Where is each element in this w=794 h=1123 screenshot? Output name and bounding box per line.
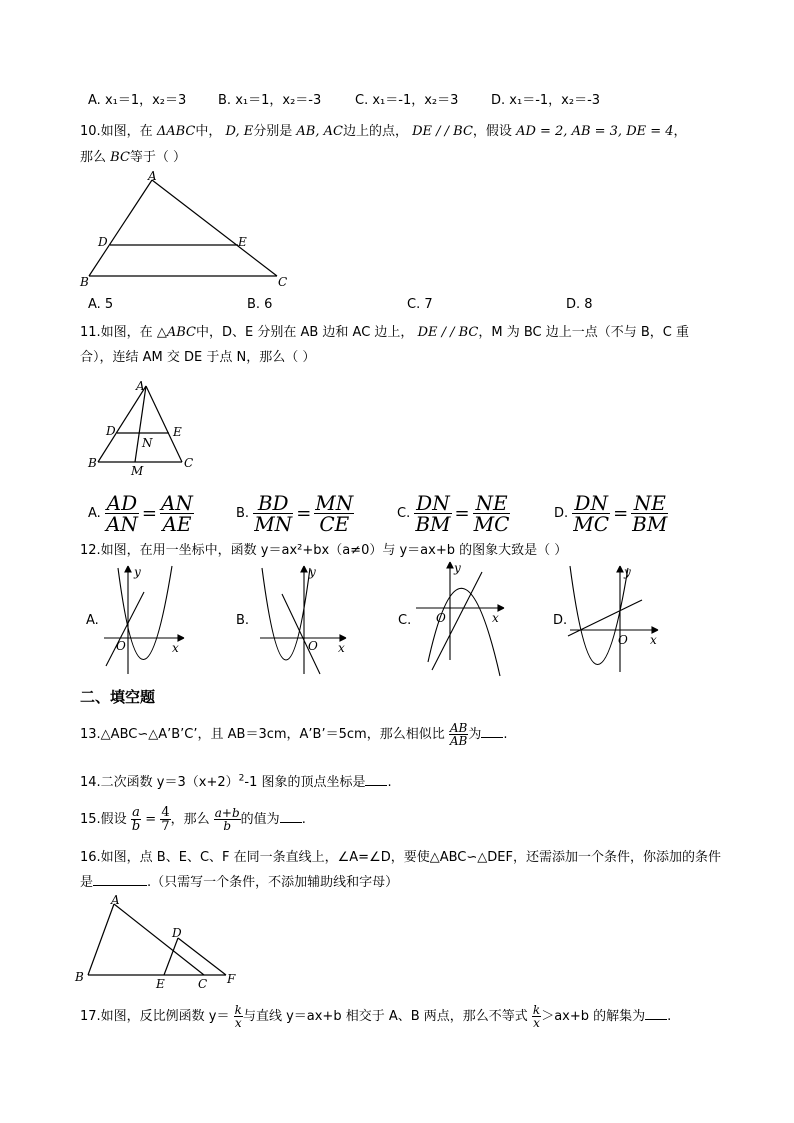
q16-triangles-figure xyxy=(72,890,242,990)
q16-question-line1: 16.如图，点 B、E、C、F 在同一条直线上，∠A=∠D，要使△ABC∽△DEF，还需添加一个条件，你添加的条件 xyxy=(80,850,721,865)
q10-question-line2: 那么 BC等于（ ） xyxy=(80,150,187,165)
q10-option-a: A. 5 xyxy=(88,297,114,312)
q12b-label-y: y xyxy=(309,565,316,579)
q11-label-b: B xyxy=(88,456,97,470)
q16-side-ac xyxy=(114,904,204,975)
q10-label-a: A xyxy=(148,169,157,183)
q11-label-c: C xyxy=(184,456,194,470)
q11-triangle-figure xyxy=(84,378,204,478)
q12-option-a-letter: A. xyxy=(86,613,99,628)
q10-label-b: B xyxy=(80,275,89,289)
q12d-label-y: y xyxy=(624,565,631,579)
q11-label-m: M xyxy=(131,464,144,478)
section-fill-in-blank-title: 二、填空题 xyxy=(80,688,156,706)
q10-triangle-figure xyxy=(74,168,294,292)
q11-side-ac xyxy=(146,386,182,462)
q12d-parabola xyxy=(570,566,628,665)
q16-answer-blank[interactable] xyxy=(93,873,147,886)
q10-label-d: D xyxy=(98,235,108,249)
q10-side-ac xyxy=(152,180,277,276)
q16-label-d: D xyxy=(172,926,182,940)
q12c-label-x: x xyxy=(492,611,499,625)
q12a-label-o: O xyxy=(116,639,126,653)
q11-option-b: B. $\frac{BD}{MN}$ = $\frac{MN}{CE}$ xyxy=(236,491,354,536)
q11-label-n: N xyxy=(142,436,153,450)
q12-graph-c xyxy=(414,558,510,678)
q9-option-c: C. x₁＝-1，x₂＝3 xyxy=(355,93,459,108)
q11-label-d: D xyxy=(106,424,116,438)
q12b-label-o: O xyxy=(308,639,318,653)
q12a-label-y: y xyxy=(134,565,141,579)
q11-option-a: A. $\frac{AD}{AN}$ = $\frac{AN}{AE}$ xyxy=(88,491,193,536)
q12-graph-a xyxy=(100,562,192,678)
q16-label-c: C xyxy=(198,977,208,990)
q10-label-c: C xyxy=(278,275,288,289)
q12b-label-x: x xyxy=(338,641,345,655)
q16-label-e: E xyxy=(156,977,165,990)
q16-label-f: F xyxy=(227,972,236,986)
q10-label-e: E xyxy=(238,235,247,249)
q13-question: 13.△ABC∽△A’B’C’，且 AB＝3cm，A’B’＝5cm，那么相似比 $\frac{AB}{AB}$ 为 . xyxy=(80,721,508,748)
q11-question-line2: 合），连结 AM 交 DE 于点 N，那么（ ） xyxy=(80,350,316,365)
q10-side-ab xyxy=(89,180,152,276)
q16-label-b: B xyxy=(75,970,84,984)
q12a-line xyxy=(106,592,144,666)
q13-answer-blank[interactable] xyxy=(481,725,503,738)
q12-question: 12.如图，在用一坐标中，函数 y＝ax²+bx（a≠0）与 y＝ax+b 的图象大致是（ ） xyxy=(80,543,568,558)
q11-option-d: D. $\frac{DN}{MC}$ = $\frac{NE}{BM}$ xyxy=(554,491,668,536)
q9-option-b: B. x₁＝1，x₂＝-3 xyxy=(218,93,322,108)
q10-option-c: C. 7 xyxy=(407,297,433,312)
q16-side-df xyxy=(178,938,226,975)
q16-side-de xyxy=(164,938,178,975)
q15-answer-blank[interactable] xyxy=(280,810,302,823)
q9-option-d: D. x₁＝-1，x₂＝-3 xyxy=(491,93,601,108)
q15-question: 15.假设 $\frac{a}{b}$ = $\frac{4}{7}$ ，那么 $\frac{a+b}{b}$ 的值为 . xyxy=(80,805,306,834)
q11-label-e: E xyxy=(173,425,182,439)
q12c-parabola xyxy=(428,588,500,676)
q14-question: 14.二次函数 $y=3(x+2)^2-1$ 图象的顶点坐标是 . xyxy=(80,773,392,790)
q12-graph-d xyxy=(566,562,666,678)
q9-option-a: A. x₁＝1，x₂＝3 xyxy=(88,93,187,108)
q11-label-a: A xyxy=(136,379,145,393)
q12-option-d-letter: D. xyxy=(553,613,568,628)
q17-question: 17.如图，反比例函数 y＝ $\frac{k}{x}$ 与直线 y＝ax+b 相交于 A、B 两点，那么不等式 $\frac{k}{x}$ ＞ax+b 的解集为 . xyxy=(80,1003,672,1030)
q10-option-d: D. 8 xyxy=(566,297,593,312)
q12d-label-x: x xyxy=(650,633,657,647)
q16-label-a: A xyxy=(111,893,120,907)
q17-answer-blank[interactable] xyxy=(645,1007,667,1020)
q12-graph-b xyxy=(256,562,356,678)
q12a-parabola xyxy=(118,566,172,660)
q11-option-c: C. $\frac{DN}{BM}$ = $\frac{NE}{MC}$ xyxy=(397,491,510,536)
q12d-label-o: O xyxy=(618,633,628,647)
q12b-line xyxy=(282,594,320,674)
q12c-label-o: O xyxy=(436,611,446,625)
q12b-parabola xyxy=(262,568,310,660)
q16-question-line2: 是 .（只需写一个条件，不添加辅助线和字母） xyxy=(80,875,399,890)
q10-option-b: B. 6 xyxy=(247,297,273,312)
q12c-label-y: y xyxy=(454,561,461,575)
q12-option-b-letter: B. xyxy=(236,613,250,628)
q11-segment-am xyxy=(135,386,146,462)
q16-side-ab xyxy=(88,904,114,975)
q12-option-c-letter: C. xyxy=(398,613,412,628)
q10-question-line1: 10.如图，在 ΔABC中， D, E分别是 AB, AC边上的点， DE / / BC，假设 AD = 2, AB = 3, DE = 4， xyxy=(80,124,687,139)
q12d-line xyxy=(568,600,642,636)
q12a-label-x: x xyxy=(172,641,179,655)
q11-question-line1: 11.如图，在 △ABC中，D、E 分别在 AB 边和 AC 边上， DE / / BC，M 为 BC 边上一点（不与 B，C 重 xyxy=(80,325,690,340)
q14-answer-blank[interactable] xyxy=(365,773,387,786)
